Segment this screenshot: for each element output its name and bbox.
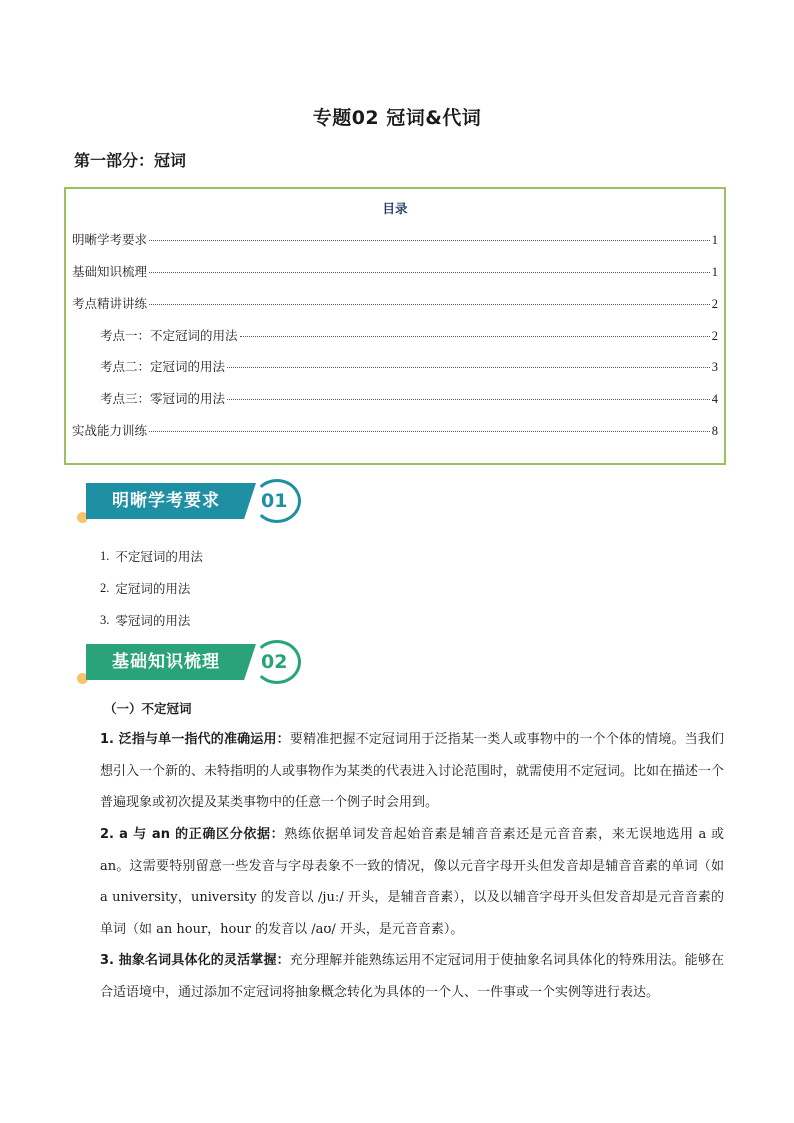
requirements-list (100, 540, 203, 636)
list-item (100, 572, 203, 604)
toc-page-number: 8 (711, 424, 718, 438)
toc-item-label: 基础知识梳理 (72, 264, 148, 279)
list-number: 1. (100, 548, 110, 563)
paragraph-lead: 2. a 与 an 的正确区分依据： (100, 827, 285, 842)
list-item (100, 604, 203, 636)
section-banner-basics (75, 640, 305, 692)
toc-leader-dots (227, 367, 710, 368)
toc-leader-dots (149, 304, 710, 305)
toc-leader-dots (227, 399, 710, 400)
toc-item-key-points[interactable] (72, 294, 718, 312)
list-text: 定冠词的用法 (115, 581, 191, 596)
list-text: 不定冠词的用法 (115, 549, 203, 564)
toc-leader-dots (240, 336, 710, 337)
toc-item-label: 考点三：零冠词的用法 (100, 391, 226, 406)
toc-page-number: 1 (711, 233, 718, 247)
toc-item-practice[interactable] (72, 421, 718, 439)
toc-page-number: 2 (711, 297, 718, 311)
paragraph (100, 724, 724, 819)
toc-leader-dots (149, 272, 710, 273)
toc-item-label: 考点一：不定冠词的用法 (100, 328, 238, 343)
banner-label: 基础知识梳理 (112, 652, 220, 672)
paragraph (100, 819, 724, 945)
toc-item-label: 考点二：定冠词的用法 (100, 359, 226, 374)
part-title: 第一部分：冠词 (74, 151, 187, 170)
toc-item-basics[interactable] (72, 262, 718, 280)
table-of-contents (64, 187, 726, 465)
list-item (100, 540, 203, 572)
toc-page-number: 4 (711, 392, 718, 406)
section-banner-requirements (75, 479, 305, 531)
paragraph-body: 熟练依据单词发音起始音素是辅音音素还是元音音素，来无误地选用 a 或 an。这需要特别留意一些发音与字母表象不一致的情况，像以元音字母开头但发音却是辅音音素的单词（如 a university，university 的发音以 /juː/ 开头，是辅音音素），以及以辅音字母开头但发音却是元音音素的单词（如 an hour，hour 的发音以 /aʊ/ 开头，是元音音素）。 (100, 827, 725, 937)
toc-page-number: 1 (711, 265, 718, 279)
list-text: 零冠词的用法 (115, 613, 191, 628)
banner-label: 明晰学考要求 (112, 491, 220, 511)
toc-page-number: 2 (711, 329, 718, 343)
banner-number: 01 (261, 490, 288, 512)
document-title: 专题02 冠词&代词 (312, 107, 482, 129)
toc-item-requirements[interactable] (72, 230, 718, 248)
paragraph-lead: 1. 泛指与单一指代的准确运用： (100, 732, 290, 747)
list-number: 2. (100, 580, 110, 595)
list-number: 3. (100, 612, 110, 627)
sub-heading: （一）不定冠词 (104, 701, 192, 716)
paragraph-lead: 3. 抽象名词具体化的灵活掌握： (100, 953, 290, 968)
toc-item-point-three[interactable] (100, 389, 718, 407)
toc-item-label: 明晰学考要求 (72, 232, 148, 247)
toc-item-point-two[interactable] (100, 357, 718, 375)
toc-leader-dots (149, 240, 710, 241)
toc-item-point-one[interactable] (100, 326, 718, 344)
paragraph (100, 945, 724, 1008)
toc-item-label: 实战能力训练 (72, 423, 148, 438)
paragraph-body: 充分理解并能熟练运用不定冠词用于使抽象名词具体化的特殊用法。能够在合适语境中，通过添加不定冠词将抽象概念转化为具体的一个人、一件事或一个实例等进行表达。 (100, 953, 724, 1000)
toc-item-label: 考点精讲讲练 (72, 296, 148, 311)
banner-number: 02 (261, 651, 288, 673)
toc-leader-dots (149, 431, 710, 432)
paragraph-body: 要精准把握不定冠词用于泛指某一类人或事物中的一个个体的情境。当我们想引入一个新的、未特指明的人或事物作为某类的代表进入讨论范围时，就需使用不定冠词。比如在描述一个普遍现象或初次提及某类事物中的任意一个例子时会用到。 (100, 732, 725, 810)
toc-page-number: 3 (711, 360, 718, 374)
toc-heading: 目录 (382, 201, 408, 216)
